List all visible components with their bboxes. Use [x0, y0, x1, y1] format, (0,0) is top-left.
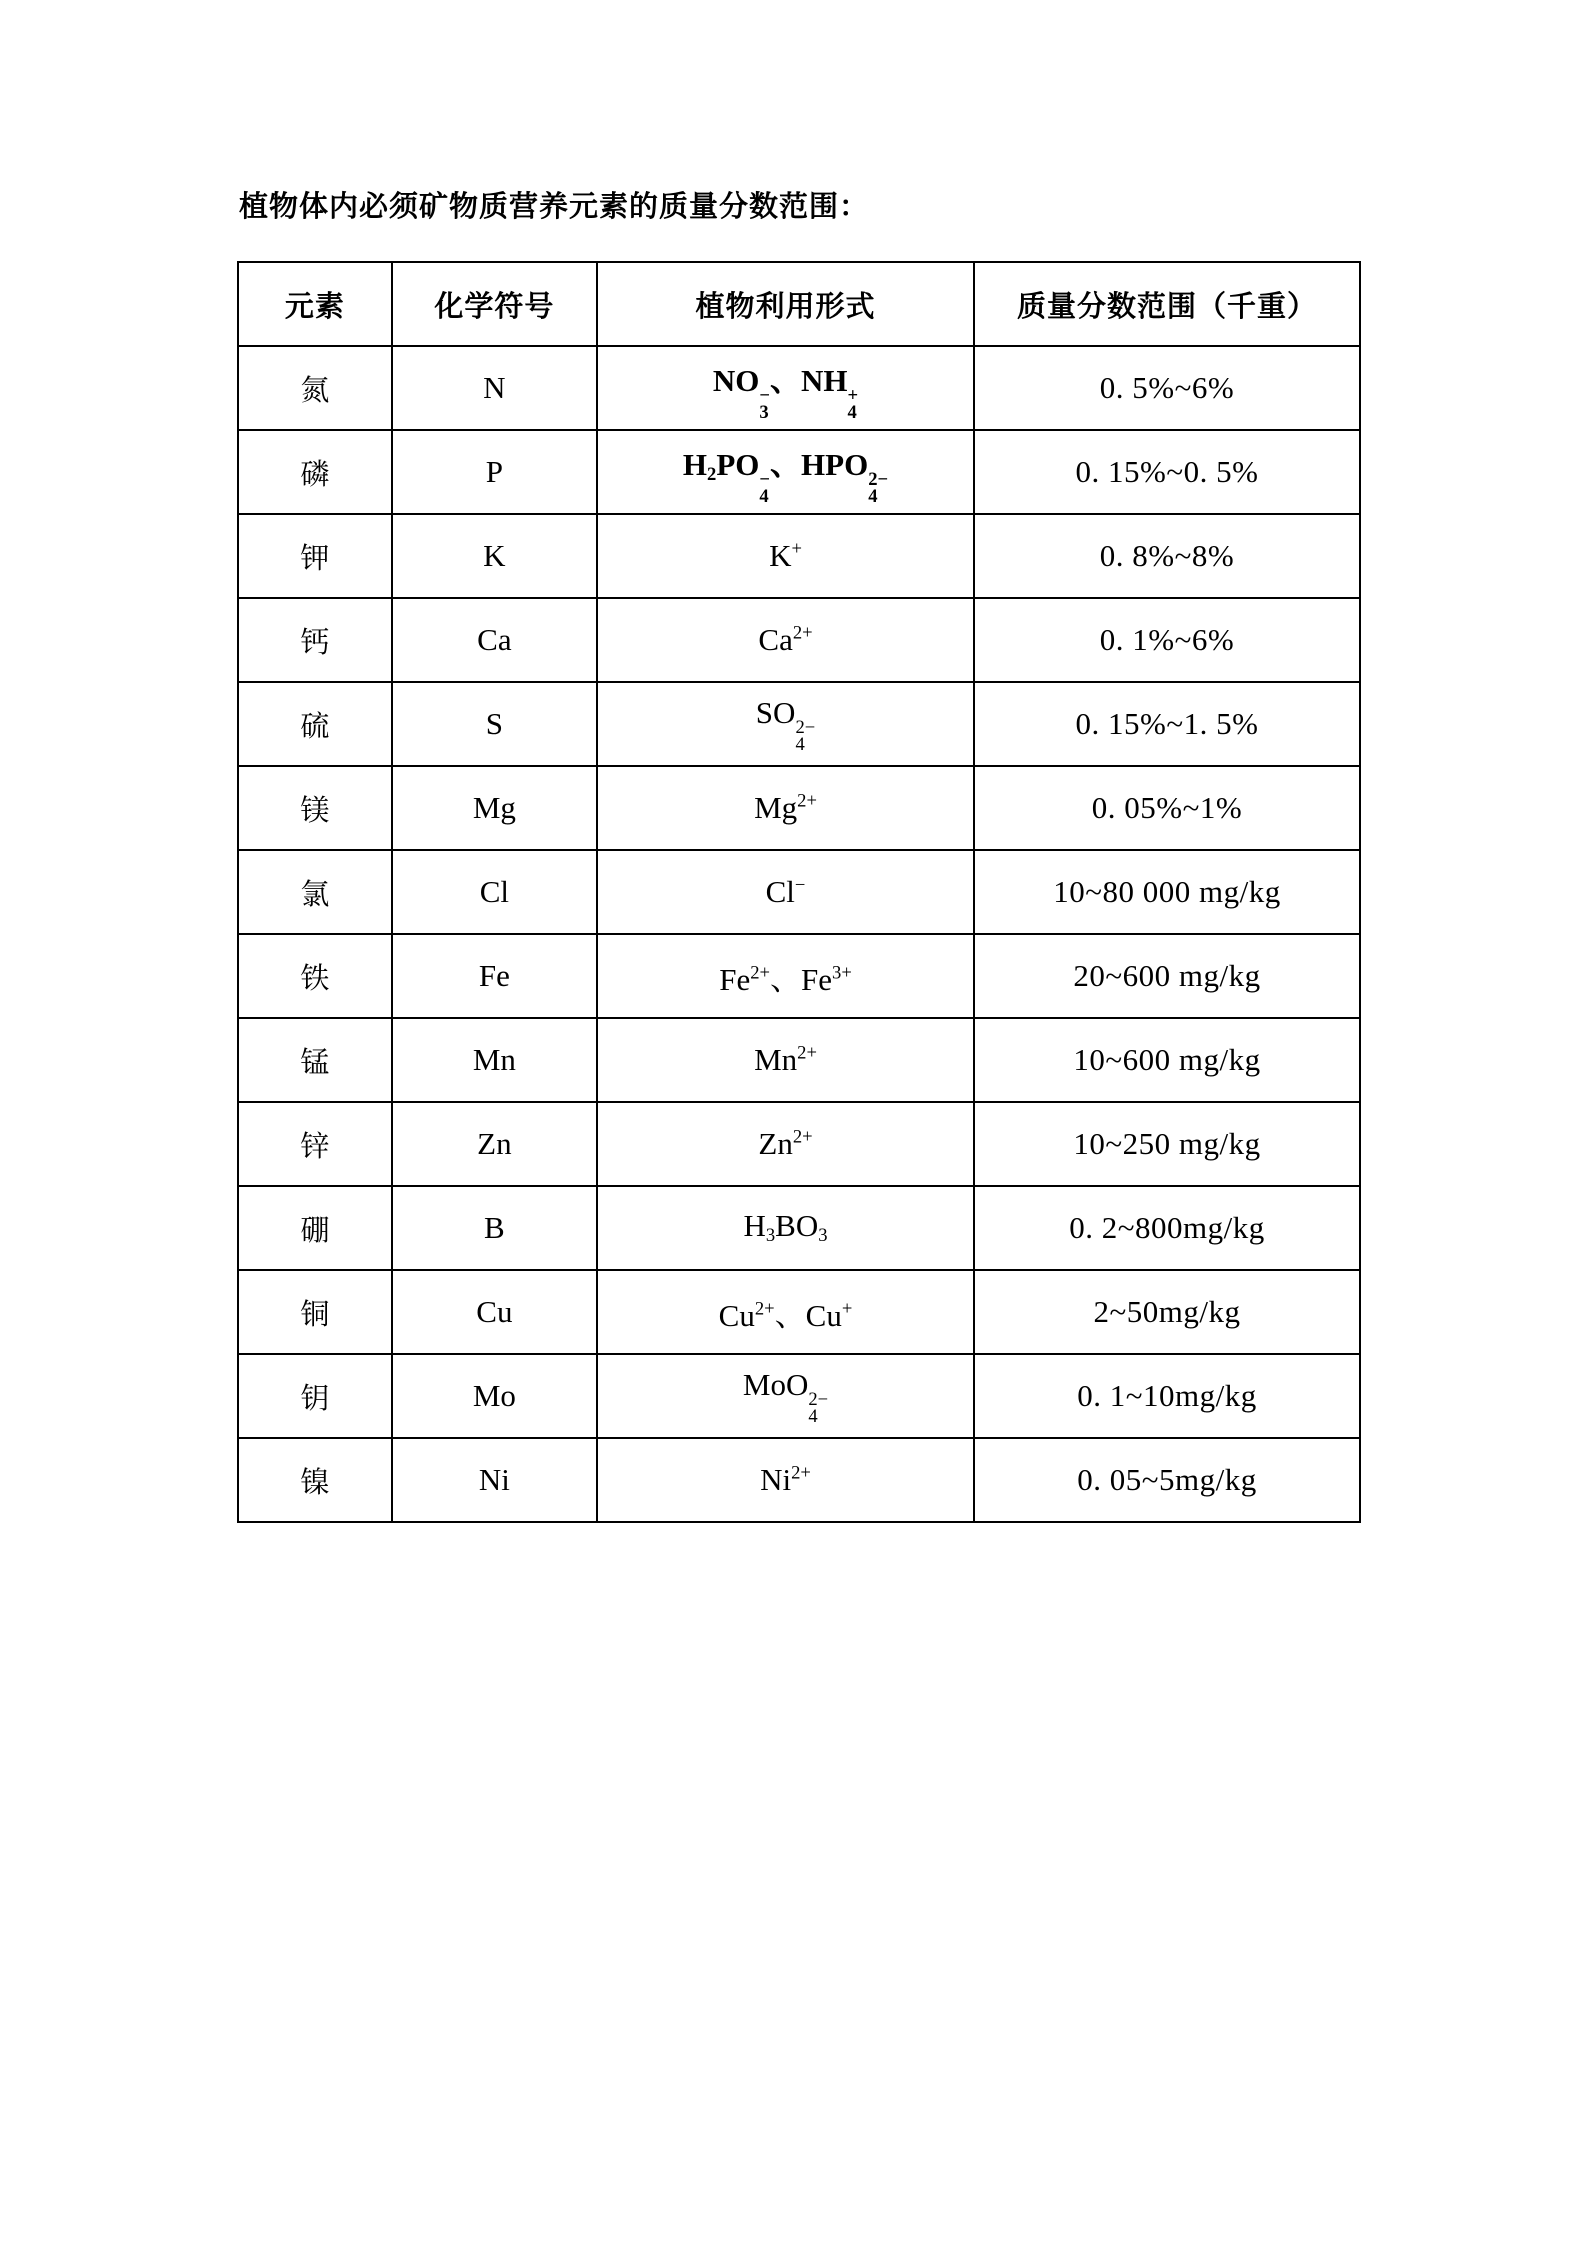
formula-text: Fe — [719, 961, 751, 997]
element-cell: 铁 — [238, 934, 392, 1018]
header-element: 元素 — [238, 262, 392, 346]
table-row — [238, 934, 1360, 1018]
formula-superscript: + — [791, 538, 802, 560]
formula-subscript: 3 — [818, 1225, 828, 1247]
form-cell — [597, 1102, 974, 1186]
range-cell: 20~600 mg/kg — [974, 934, 1360, 1018]
formula-superscript: 2− — [808, 1389, 829, 1411]
formula-superscript: 2+ — [791, 1462, 811, 1484]
formula-superscript: 2+ — [792, 1126, 813, 1148]
table-row — [238, 682, 1360, 766]
formula-subscript: 4 — [795, 734, 805, 756]
formula-text: 、 — [774, 1297, 806, 1333]
table-row — [238, 1270, 1360, 1354]
symbol-cell: Mn — [392, 1018, 597, 1102]
element-cell: 硫 — [238, 682, 392, 766]
formula-superscript: 2− — [795, 717, 816, 739]
element-cell: 镍 — [238, 1438, 392, 1522]
element-cell: 钥 — [238, 1354, 392, 1438]
symbol-cell: Ni — [392, 1438, 597, 1522]
formula-subscript: 4 — [808, 1406, 818, 1428]
symbol-cell: Ca — [392, 598, 597, 682]
formula-text: H — [743, 1208, 766, 1244]
symbol-cell: Zn — [392, 1102, 597, 1186]
formula-superscript: − — [759, 385, 771, 407]
table-body — [238, 346, 1360, 1522]
table-row — [238, 1102, 1360, 1186]
header-mass-fraction-range: 质量分数范围（千重） — [974, 262, 1360, 346]
table-row — [238, 430, 1360, 514]
symbol-cell: K — [392, 514, 597, 598]
formula-superscript: + — [847, 385, 859, 407]
formula-subscript: 4 — [847, 402, 857, 424]
form-cell — [597, 850, 974, 934]
formula-stacked-charge — [759, 469, 771, 508]
symbol-cell: P — [392, 430, 597, 514]
nutrients-table — [237, 261, 1361, 1523]
formula-superscript: 2+ — [754, 1297, 775, 1319]
formula-stacked-charge — [868, 469, 889, 508]
table-row — [238, 850, 1360, 934]
formula-text: K — [769, 538, 792, 573]
formula-subscript: 2 — [707, 464, 717, 485]
formula-text: NO — [712, 362, 760, 398]
formula-superscript: 2− — [868, 469, 889, 491]
formula-text: Ca — [758, 622, 793, 657]
table-row — [238, 346, 1360, 430]
element-cell: 钾 — [238, 514, 392, 598]
element-cell: 镁 — [238, 766, 392, 850]
range-cell: 10~600 mg/kg — [974, 1018, 1360, 1102]
table-row — [238, 1438, 1360, 1522]
formula-text: H — [682, 446, 708, 482]
element-cell: 氯 — [238, 850, 392, 934]
formula-text: HPO — [801, 446, 869, 482]
formula-text: SO — [755, 694, 796, 730]
formula-subscript: 4 — [759, 486, 769, 508]
header-plant-utilized-form: 植物利用形式 — [597, 262, 974, 346]
form-cell — [597, 934, 974, 1018]
element-cell: 硼 — [238, 1186, 392, 1270]
range-cell: 0. 15%~0. 5% — [974, 430, 1360, 514]
form-cell — [597, 514, 974, 598]
form-cell — [597, 1354, 974, 1438]
form-cell — [597, 766, 974, 850]
form-cell — [597, 346, 974, 430]
symbol-cell: Cl — [392, 850, 597, 934]
formula-superscript: 2+ — [750, 961, 771, 983]
element-cell: 钙 — [238, 598, 392, 682]
symbol-cell: Cu — [392, 1270, 597, 1354]
range-cell: 10~80 000 mg/kg — [974, 850, 1360, 934]
range-cell: 0. 05%~1% — [974, 766, 1360, 850]
formula-superscript: − — [759, 469, 771, 491]
formula-text: Cu — [718, 1297, 755, 1333]
formula-text: BO — [775, 1208, 819, 1244]
range-cell: 0. 1%~6% — [974, 598, 1360, 682]
formula-text: PO — [716, 446, 760, 482]
range-cell: 0. 05~5mg/kg — [974, 1438, 1360, 1522]
form-cell — [597, 598, 974, 682]
formula-superscript: 2+ — [797, 790, 817, 812]
formula-text: Cl — [765, 874, 795, 909]
range-cell: 0. 15%~1. 5% — [974, 682, 1360, 766]
formula-text: Ni — [760, 1462, 792, 1497]
formula-text: Zn — [758, 1126, 793, 1161]
formula-text: Mn — [754, 1042, 798, 1077]
symbol-cell: N — [392, 346, 597, 430]
range-cell: 2~50mg/kg — [974, 1270, 1360, 1354]
range-cell: 0. 2~800mg/kg — [974, 1186, 1360, 1270]
formula-superscript: 3+ — [832, 961, 852, 983]
range-cell: 0. 1~10mg/kg — [974, 1354, 1360, 1438]
table-row — [238, 598, 1360, 682]
formula-text: Cu — [805, 1297, 842, 1333]
formula-text: MoO — [742, 1366, 809, 1402]
formula-stacked-charge — [795, 717, 816, 756]
formula-subscript: 4 — [868, 486, 878, 508]
page-title: 植物体内必须矿物质营养元素的质量分数范围： — [239, 191, 870, 223]
table-row — [238, 514, 1360, 598]
symbol-cell: S — [392, 682, 597, 766]
formula-text: Fe — [801, 961, 833, 997]
formula-stacked-charge — [808, 1389, 829, 1428]
form-cell — [597, 1018, 974, 1102]
formula-subscript: 3 — [759, 402, 769, 424]
formula-text: Mg — [754, 790, 798, 825]
table-row — [238, 1186, 1360, 1270]
formula-stacked-charge — [759, 385, 771, 424]
table-row — [238, 1018, 1360, 1102]
form-cell — [597, 1438, 974, 1522]
element-cell: 铜 — [238, 1270, 392, 1354]
range-cell: 0. 5%~6% — [974, 346, 1360, 430]
form-cell — [597, 682, 974, 766]
formula-superscript: − — [794, 874, 806, 896]
form-cell — [597, 1270, 974, 1354]
symbol-cell: Mg — [392, 766, 597, 850]
formula-subscript: 3 — [765, 1225, 776, 1247]
formula-text: 、 — [770, 961, 802, 997]
formula-superscript: 2+ — [792, 622, 813, 644]
header-chemical-symbol: 化学符号 — [392, 262, 597, 346]
formula-text: NH — [801, 362, 848, 398]
formula-text: 、 — [770, 446, 802, 482]
range-cell: 0. 8%~8% — [974, 514, 1360, 598]
element-cell: 氮 — [238, 346, 392, 430]
range-cell: 10~250 mg/kg — [974, 1102, 1360, 1186]
formula-superscript: 2+ — [797, 1042, 817, 1064]
table-header-row — [238, 262, 1360, 346]
element-cell: 锰 — [238, 1018, 392, 1102]
table-row — [238, 1354, 1360, 1438]
form-cell — [597, 1186, 974, 1270]
formula-superscript: + — [841, 1297, 853, 1319]
element-cell: 磷 — [238, 430, 392, 514]
formula-stacked-charge — [847, 385, 859, 424]
symbol-cell: Mo — [392, 1354, 597, 1438]
symbol-cell: Fe — [392, 934, 597, 1018]
formula-text: 、 — [770, 362, 802, 398]
symbol-cell: B — [392, 1186, 597, 1270]
table-row — [238, 766, 1360, 850]
element-cell: 锌 — [238, 1102, 392, 1186]
form-cell — [597, 430, 974, 514]
